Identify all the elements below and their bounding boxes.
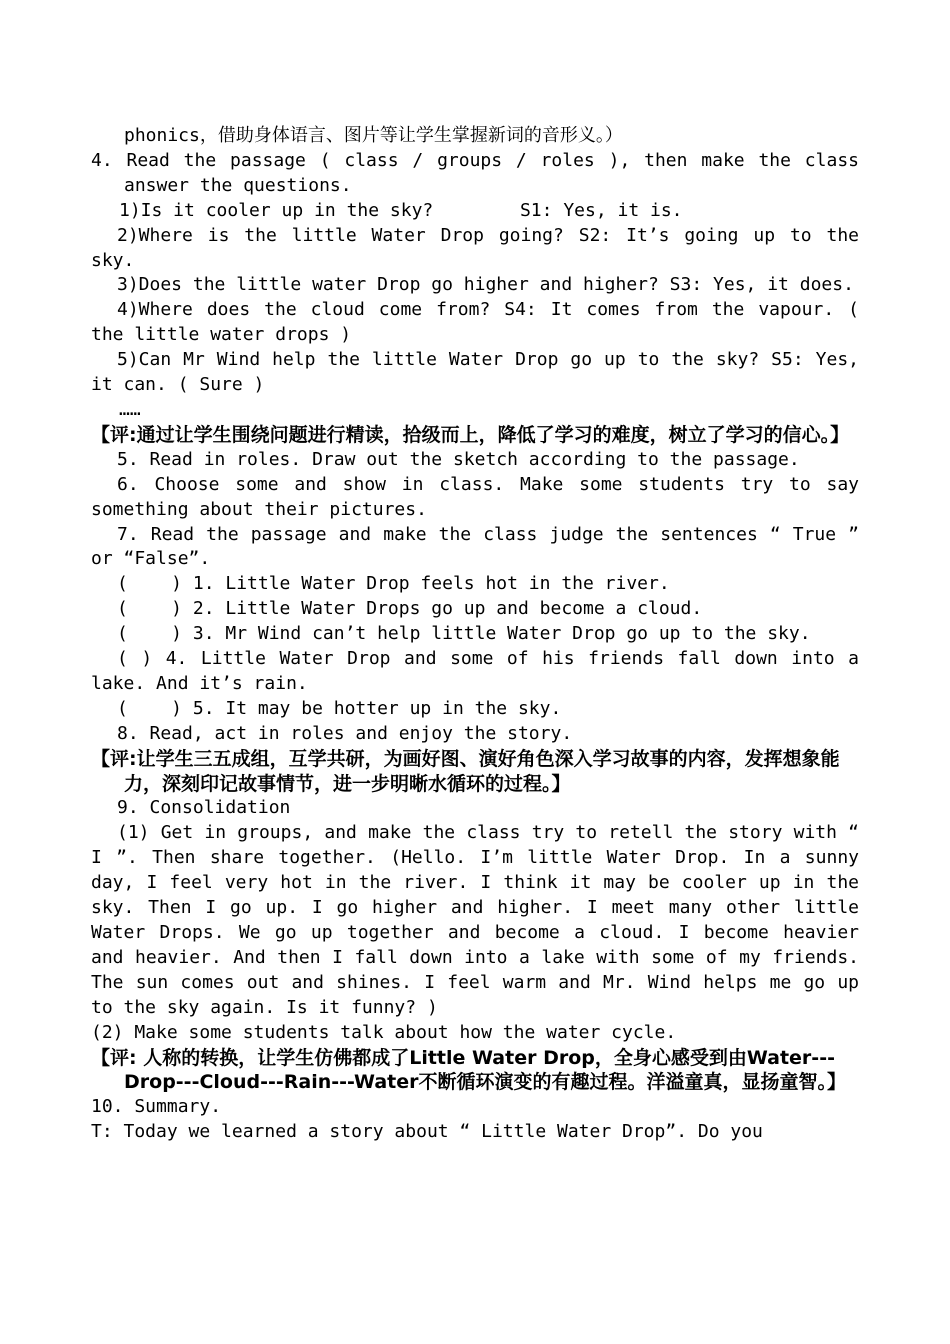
- step-4: 4. Read the passage ( class / groups / roles ), then make the class answer the questions.: [91, 149, 859, 196]
- question-5: 5)Can Mr Wind help the little Water Drop go up to the sky? S5: Yes, it can. ( Sure ): [91, 349, 859, 396]
- question-3: 3)Does the little water Drop go higher and higher? S3: Yes, it does.: [117, 274, 854, 296]
- step-10: 10. Summary.: [91, 1096, 222, 1118]
- teacher-line: T: Today we learned a story about “ Little Water Drop”. Do you: [91, 1121, 763, 1143]
- document-page: [91, 124, 859, 1145]
- question-4: 4)Where does the cloud come from? S4: It comes from the vapour. ( the little water drops ): [91, 299, 859, 346]
- step-6: 6. Choose some and show in class. Make some students try to say something about their pictures.: [91, 473, 859, 520]
- evaluation-2: 【评:让学生三五成组，互学共研，为画好图、演好角色深入学习故事的内容，发挥想象能力，深刻印记故事情节，进一步明晰水循环的过程。】: [91, 747, 840, 795]
- question-1: 1)Is it cooler up in the sky? S1: Yes, it is.: [119, 199, 683, 221]
- true-false-1: ( ) 1. Little Water Drop feels hot in the river.: [117, 573, 670, 595]
- evaluation-1: 【评:通过让学生围绕问题进行精读，拾级而上，降低了学习的难度，树立了学习的信心。】: [91, 423, 850, 446]
- evaluation-3: 【评: 人称的转换，让学生仿佛都成了Little Water Drop，全身心感受到由Water---Drop---Cloud---Rain---Water不断循环演变的有趣过程。洋溢童真，显扬童智。】: [91, 1046, 846, 1094]
- ellipsis: ……: [119, 398, 141, 420]
- true-false-2: ( ) 2. Little Water Drops go up and become a cloud.: [117, 598, 703, 620]
- consolidation-1: (1) Get in groups, and make the class try to retell the story with “ I ”. Then share together. (Hello. I’m little Water Drop. In a sunny day, I feel very hot in the river. I think it may be cooler up in the sky. Then I go up. I go higher and higher. I meet many other little Water Drops. We go up together and become a cloud. I become heavier and heavier. And then I fall down into a lake with some of my friends. The sun comes out and shines. I feel warm and Mr. Wind helps me go up to the sky again. Is it funny? ): [91, 822, 859, 1018]
- step-9: 9. Consolidation: [117, 797, 291, 819]
- true-false-3: ( ) 3. Mr Wind can’t help little Water Drop go up to the sky.: [117, 623, 811, 645]
- true-false-5: ( ) 5. It may be hotter up in the sky.: [117, 697, 562, 719]
- true-false-4: ( ) 4. Little Water Drop and some of his friends fall down into a lake. And it’s rain.: [91, 648, 859, 694]
- step-5: 5. Read in roles. Draw out the sketch according to the passage.: [117, 448, 800, 470]
- question-2: 2)Where is the little Water Drop going? S2: It’s going up to the sky.: [91, 224, 859, 271]
- step-7: 7. Read the passage and make the class judge the sentences “ True ” or “False”.: [91, 523, 859, 570]
- consolidation-2: (2) Make some students talk about how the water cycle.: [91, 1021, 677, 1043]
- step-8: 8. Read, act in roles and enjoy the story.: [117, 722, 573, 744]
- phonics-line: phonics，借助身体语言、图片等让学生掌握新词的音形义。）: [124, 125, 623, 146]
